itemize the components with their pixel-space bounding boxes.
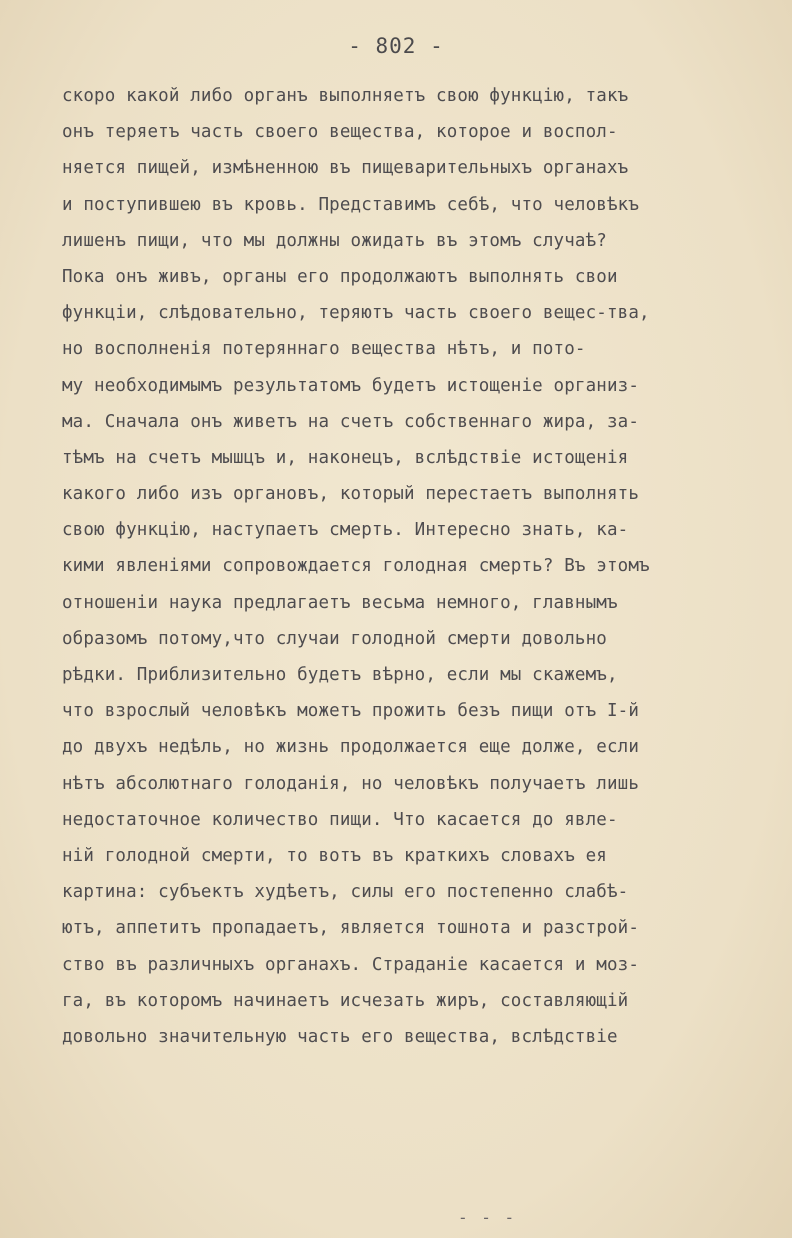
text-line: довольно значительную часть его вещества, вслѣдствіе [62, 1026, 618, 1047]
text-line: ютъ, аппетитъ пропадаетъ, является тошнота и разстрой- [62, 918, 640, 939]
text-line: няется пищей, измѣненною въ пищеварительныхъ органахъ [62, 158, 629, 179]
text-line: онъ теряетъ часть своего вещества, которое и воспол- [62, 122, 618, 143]
text-line: до двухъ недѣль, но жизнь продолжается еще долже, если [62, 737, 640, 758]
text-line: картина: субъектъ худѣетъ, силы его постепенно слабѣ- [62, 882, 629, 903]
footer-mark: - - - [458, 1208, 517, 1227]
text-line: му необходимымъ результатомъ будетъ истощеніе организ- [62, 375, 640, 396]
text-line: ма. Сначала онъ живетъ на счетъ собственнаго жира, за- [62, 411, 640, 432]
text-line: ство въ различныхъ органахъ. Страданіе касается и моз- [62, 954, 640, 975]
body-text [62, 78, 762, 1055]
text-line: функціи, слѣдовательно, теряютъ часть своего вещес-тва, [62, 303, 650, 324]
text-line: но восполненія потеряннаго вещества нѣтъ, и пото- [62, 339, 586, 360]
text-line: рѣдки. Приблизительно будетъ вѣрно, если мы скажемъ, [62, 665, 618, 685]
page-number: - 802 - [348, 34, 444, 58]
text-line: свою функцію, наступаетъ смерть. Интересно знать, ка- [62, 520, 629, 541]
text-line: какого либо изъ органовъ, который перестаетъ выполнять [62, 484, 640, 505]
text-line: отношеніи наука предлагаетъ весьма немного, главнымъ [62, 592, 618, 613]
text-line: образомъ потому,что случаи голодной смерти довольно [62, 628, 607, 649]
text-line: га, въ которомъ начинаетъ исчезать жиръ, составляющій [62, 990, 629, 1011]
text-line: ній голодной смерти, то вотъ въ краткихъ словахъ ея [62, 845, 607, 866]
text-line: лишенъ пищи, что мы должны ожидать въ этомъ случаѣ? [62, 230, 607, 251]
text-line: Пока онъ живъ, органы его продолжаютъ выполнять свои [62, 266, 618, 287]
text-line: и поступившею въ кровь. Представимъ себѣ, что человѣкъ [62, 194, 640, 215]
text-line: нѣтъ абсолютнаго голоданія, но человѣкъ получаетъ лишь [62, 773, 640, 794]
text-line: скоро какой либо органъ выполняетъ свою функцію, такъ [62, 86, 629, 106]
text-line: кими явленіями сопровождается голодная смерть? Въ этомъ [62, 556, 650, 577]
text-line: что взрослый человѣкъ можетъ прожить безъ пищи отъ I-й [62, 701, 640, 722]
text-line: недостаточное количество пищи. Что касается до явле- [62, 809, 618, 830]
text-line: тѣмъ на счетъ мышцъ и, наконецъ, вслѣдствіе истощенія [62, 447, 629, 468]
